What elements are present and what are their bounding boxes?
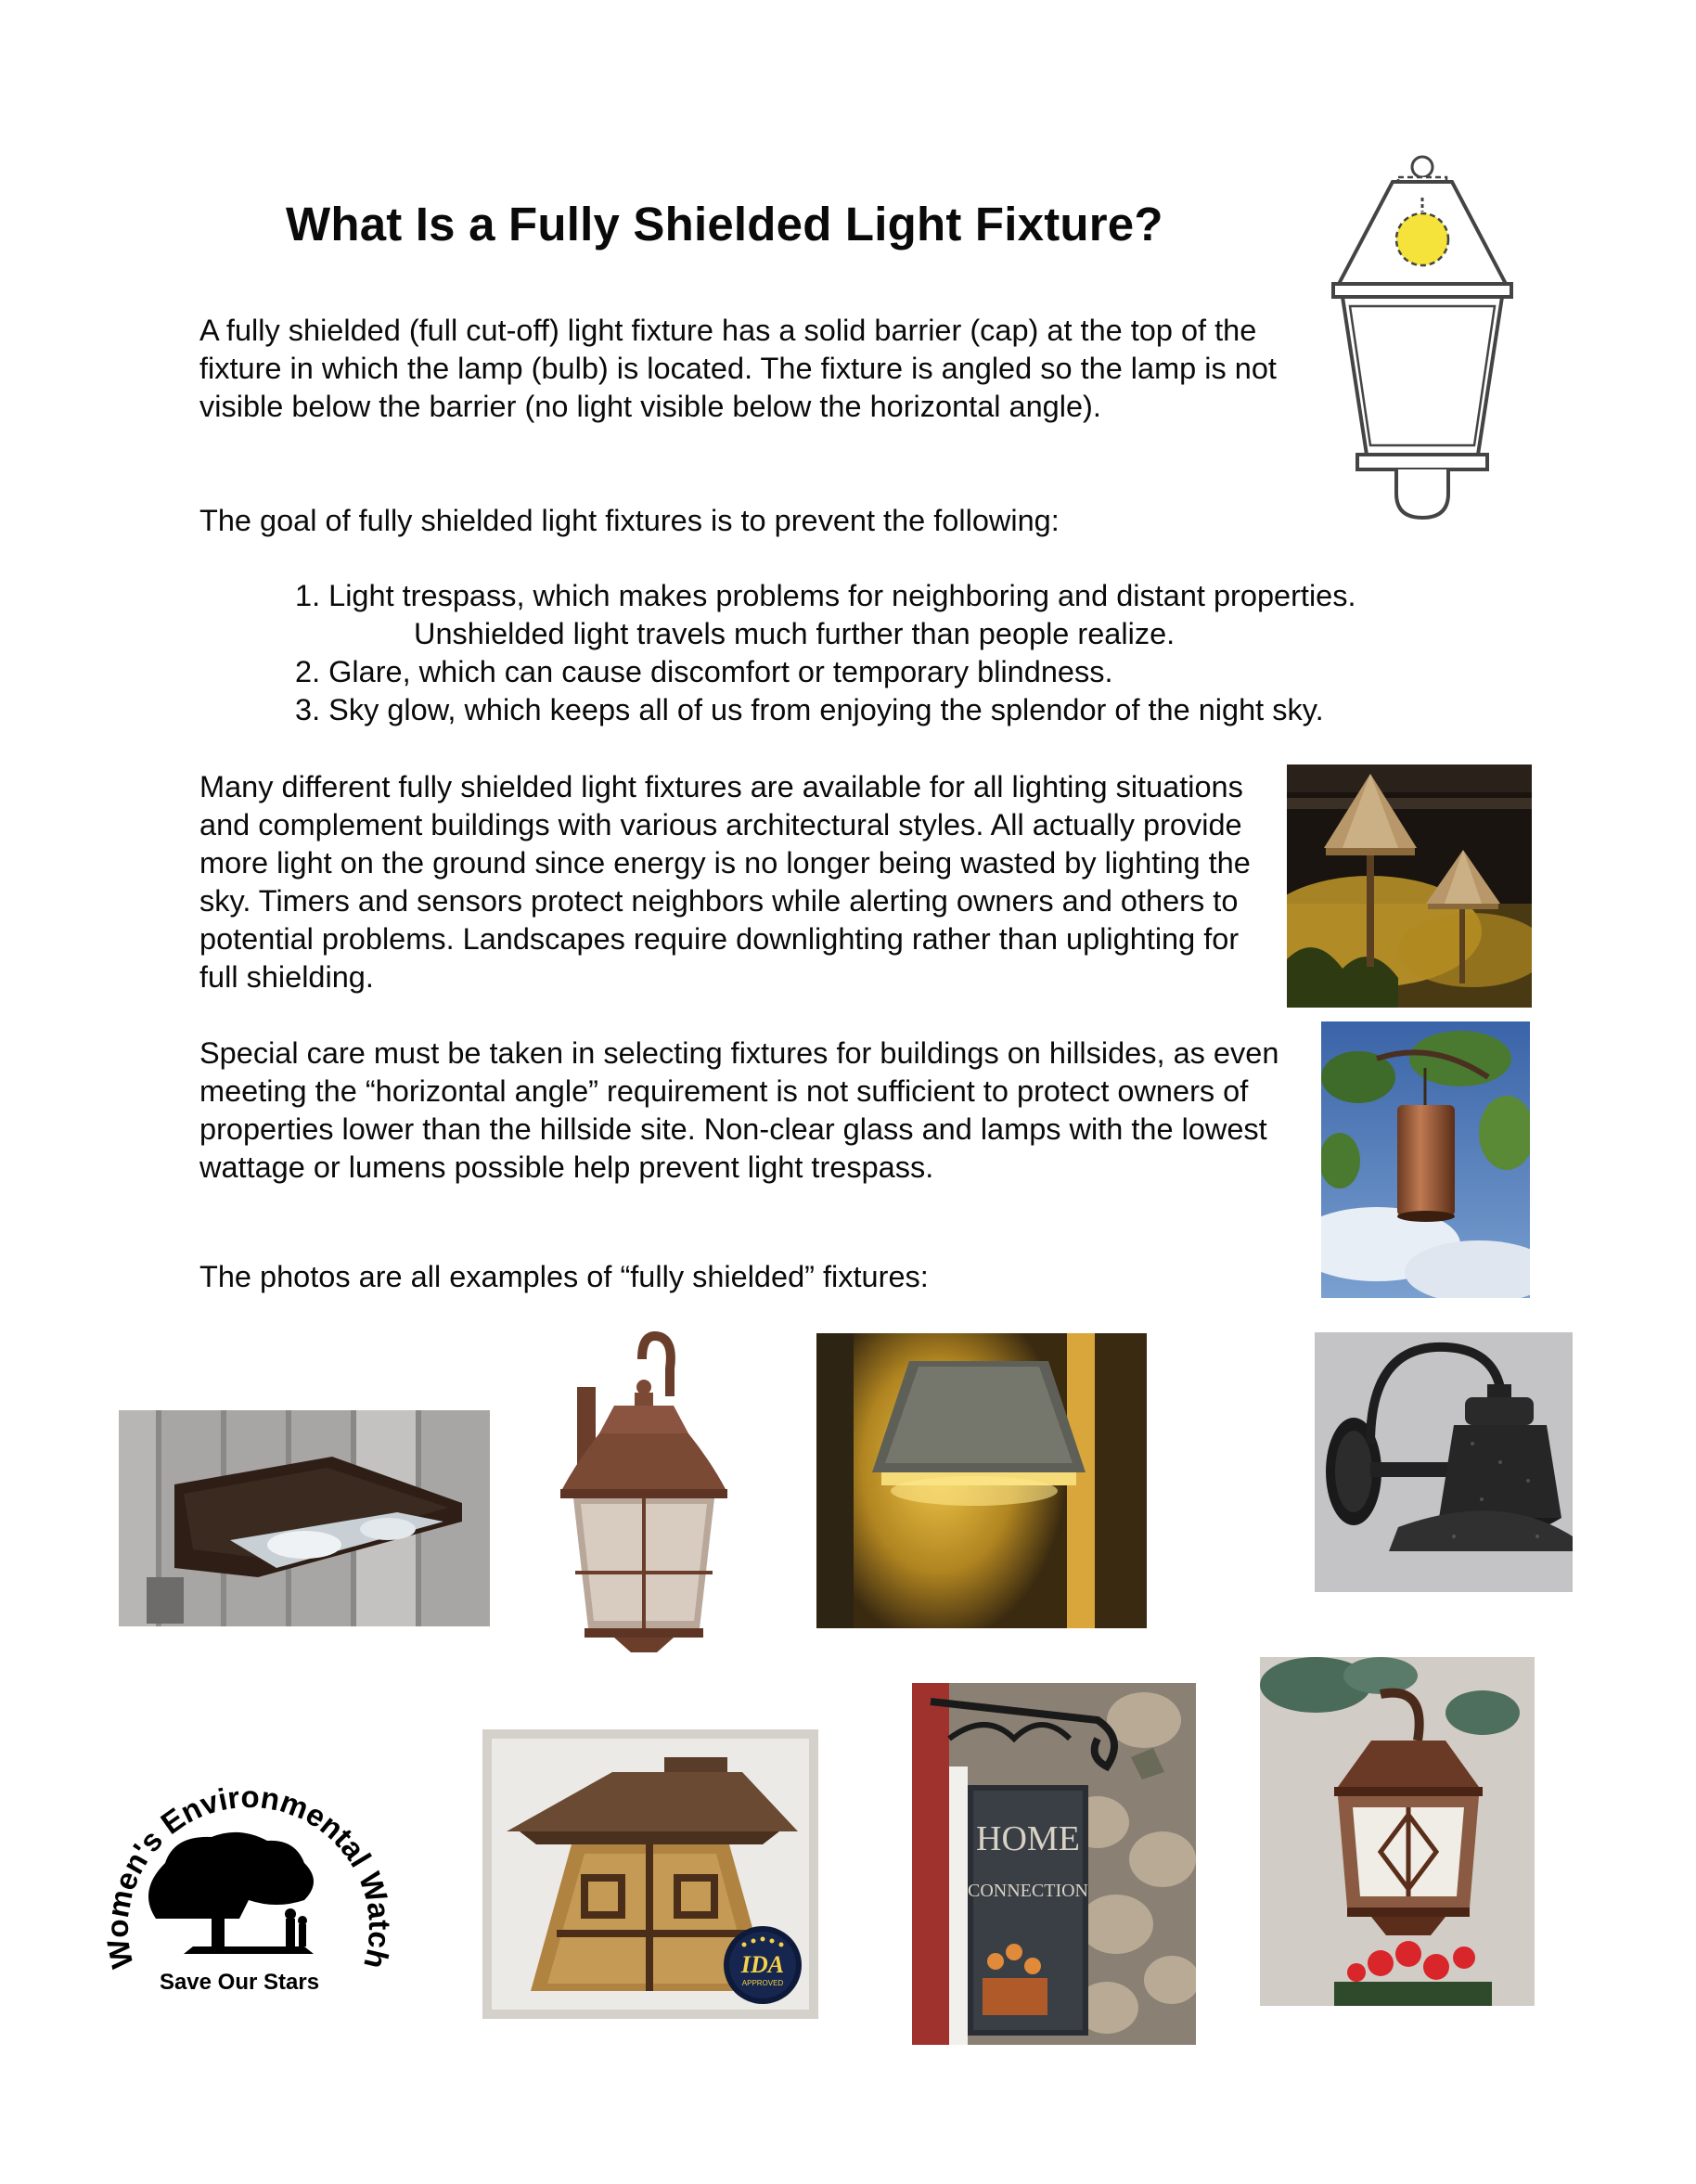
copper-lantern-photo bbox=[549, 1331, 739, 1652]
ida-badge-sub: APPROVED bbox=[741, 1979, 784, 1987]
pendant-light-photo bbox=[1321, 1021, 1530, 1298]
hillside-paragraph: Special care must be taken in selecting fixtures for buildings on hillsides, as even meeting the “horizontal angle” requirement is not sufficient to protect owners of properties lower than the hillside site. Non-clear glass and lamps with the lowest wattage or lumens possible help prevent light trespass. bbox=[199, 1036, 1279, 1184]
logo-tagline: Save Our Stars bbox=[159, 1970, 320, 1995]
logo-arc-text: Women's Environmental Watch bbox=[100, 1779, 397, 1972]
list-item bbox=[295, 653, 1501, 691]
list-number: 2. bbox=[295, 655, 321, 688]
fixtures-paragraph: Many different fully shielded light fixtures are available for all lighting situations and complement buildings with various architectural styles. All actually provide more light on the ground since energy is no longer being wasted by lighting the sky. Timers and sensors protect neighbors while alerting owners and others to potential problems. Landscapes require downlighting rather than uplighting for full shielding. bbox=[199, 770, 1251, 994]
wall-pack-photo bbox=[119, 1410, 490, 1626]
list-text: Sky glow, which keeps all of us from enjoying the splendor of the night sky. bbox=[328, 693, 1324, 726]
barn-light-photo bbox=[1315, 1332, 1573, 1592]
goal-paragraph: The goal of fully shielded light fixtures is to prevent the following: bbox=[199, 504, 1060, 537]
list-item bbox=[295, 577, 1501, 615]
wew-logo bbox=[100, 1761, 397, 2002]
ornate-lantern-photo bbox=[1260, 1657, 1535, 2006]
bulb-icon bbox=[1396, 213, 1448, 265]
photos-caption: The photos are all examples of “fully shielded” fixtures: bbox=[199, 1260, 929, 1293]
list-item bbox=[295, 691, 1501, 729]
list-number: 3. bbox=[295, 693, 321, 726]
ida-badge-label: IDA bbox=[740, 1951, 785, 1978]
list-number: 1. bbox=[295, 579, 321, 612]
sign-light-photo bbox=[912, 1683, 1196, 2045]
sign-line1: HOME bbox=[976, 1819, 1080, 1858]
intro-paragraph: A fully shielded (full cut-off) light fixture has a solid barrier (cap) at the top of the fixture in which the lamp (bulb) is located. The fixture is angled so the lamp is not visible below the barrier (no light visible below the horizontal angle). bbox=[199, 314, 1277, 423]
goal-list bbox=[295, 577, 1501, 729]
sign-line2: CONNECTION bbox=[968, 1881, 1088, 1901]
page-title: What Is a Fully Shielded Light Fixture? bbox=[286, 198, 1163, 251]
list-item-continuation: Unshielded light travels much further than people realize. bbox=[414, 617, 1176, 650]
mission-lantern-photo bbox=[482, 1729, 818, 2019]
lantern-diagram bbox=[1330, 154, 1515, 521]
path-lights-photo bbox=[1287, 764, 1532, 1008]
list-text: Light trespass, which makes problems for neighboring and distant properties. bbox=[328, 579, 1356, 612]
tree-icon bbox=[148, 1832, 314, 1954]
step-light-photo bbox=[816, 1333, 1147, 1628]
list-text: Glare, which can cause discomfort or temporary blindness. bbox=[328, 655, 1113, 688]
lantern-diagram-svg bbox=[1330, 154, 1515, 521]
